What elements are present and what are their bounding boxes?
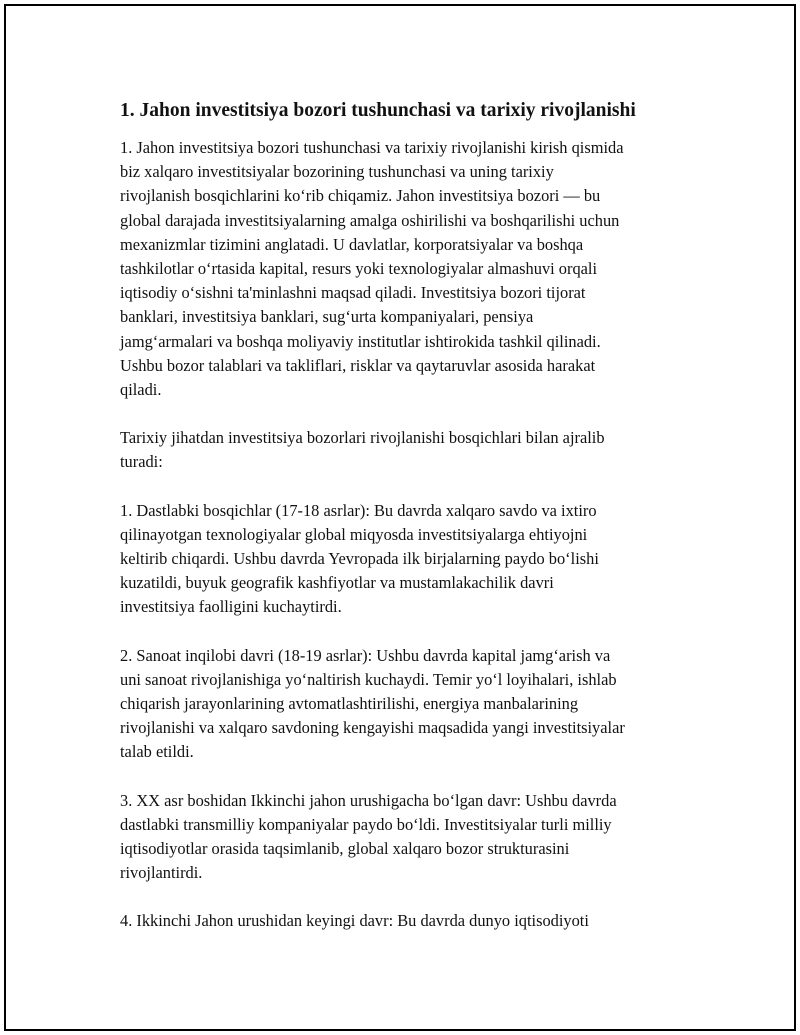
paragraph-stage-3: 3. XX asr boshidan Ikkinchi jahon urushigacha bo‘lgan davr: Ushbu davrda dastlabki transmilliy kompaniyalar paydo bo‘ldi. Investitsiyalar turli milliy iqtisodiyotlar orasida taqsimlanib, global xalqaro bozor strukturasini rivojlantirdi. <box>120 790 617 883</box>
document-title: 1. Jahon investitsiya bozori tushunchasi va tarixiy rivojlanishi <box>120 100 636 121</box>
paragraph-stage-1: 1. Dastlabki bosqichlar (17-18 asrlar): Bu davrda xalqaro savdo va ixtiro qilinayotgan texnologiyalar global miqyosda investitsiyalarga ehtiyojni keltirib chiqardi. Ushbu davrda Yevropada ilk birjalarning paydo bo‘lishi kuzatildi, buyuk geografik kashfiyotlar va mustamlakachilik davri investitsiya faolligini kuchaytirdi. <box>120 500 599 617</box>
page-frame <box>4 4 796 1031</box>
paragraph-stage-2: 2. Sanoat inqilobi davri (18-19 asrlar): Ushbu davrda kapital jamg‘arish va uni sanoat rivojlanishiga yo‘naltirish kuchaydi. Temir yo‘l loyihalari, ishlab chiqarish jarayonlarining avtomatlashtirilishi, energiya manbalarining rivojlanishi va xalqaro savdoning kengayishi maqsadida yangi investitsiyalar talab etildi. <box>120 645 625 762</box>
paragraph-stage-4: 4. Ikkinchi Jahon urushidan keyingi davr: Bu davrda dunyo iqtisodiyoti <box>120 911 589 931</box>
paragraph-history-intro: Tarixiy jihatdan investitsiya bozorlari rivojlanishi bosqichlari bilan ajralib turadi: <box>120 428 605 472</box>
paragraph-intro: 1. Jahon investitsiya bozori tushunchasi va tarixiy rivojlanishi kirish qismida biz xalqaro investitsiyalar bozorining tushunchasi va uning tarixiy rivojlanish bosqichlarini ko‘rib chiqamiz. Jahon investitsiya bozori — bu global darajada investitsiyalarning amalga oshirilishi va boshqarilishi uchun mexanizmlar tizimini anglatadi. U davlatlar, korporatsiyalar va boshqa tashkilotlar o‘rtasida kapital, resurs yoki texnologiyalar almashuvi orqali iqtisodiy o‘sishni ta'minlashni maqsad qiladi. Investitsiya bozori tijorat banklari, investitsiya banklari, sug‘urta kompaniyalari, pensiya jamg‘armalari va boshqa moliyaviy institutlar ishtirokida tashkil qilinadi. Ushbu bozor talablari va takliflari, risklar va qaytaruvlar asosida harakat qiladi. <box>120 138 624 400</box>
document-body <box>120 98 695 958</box>
